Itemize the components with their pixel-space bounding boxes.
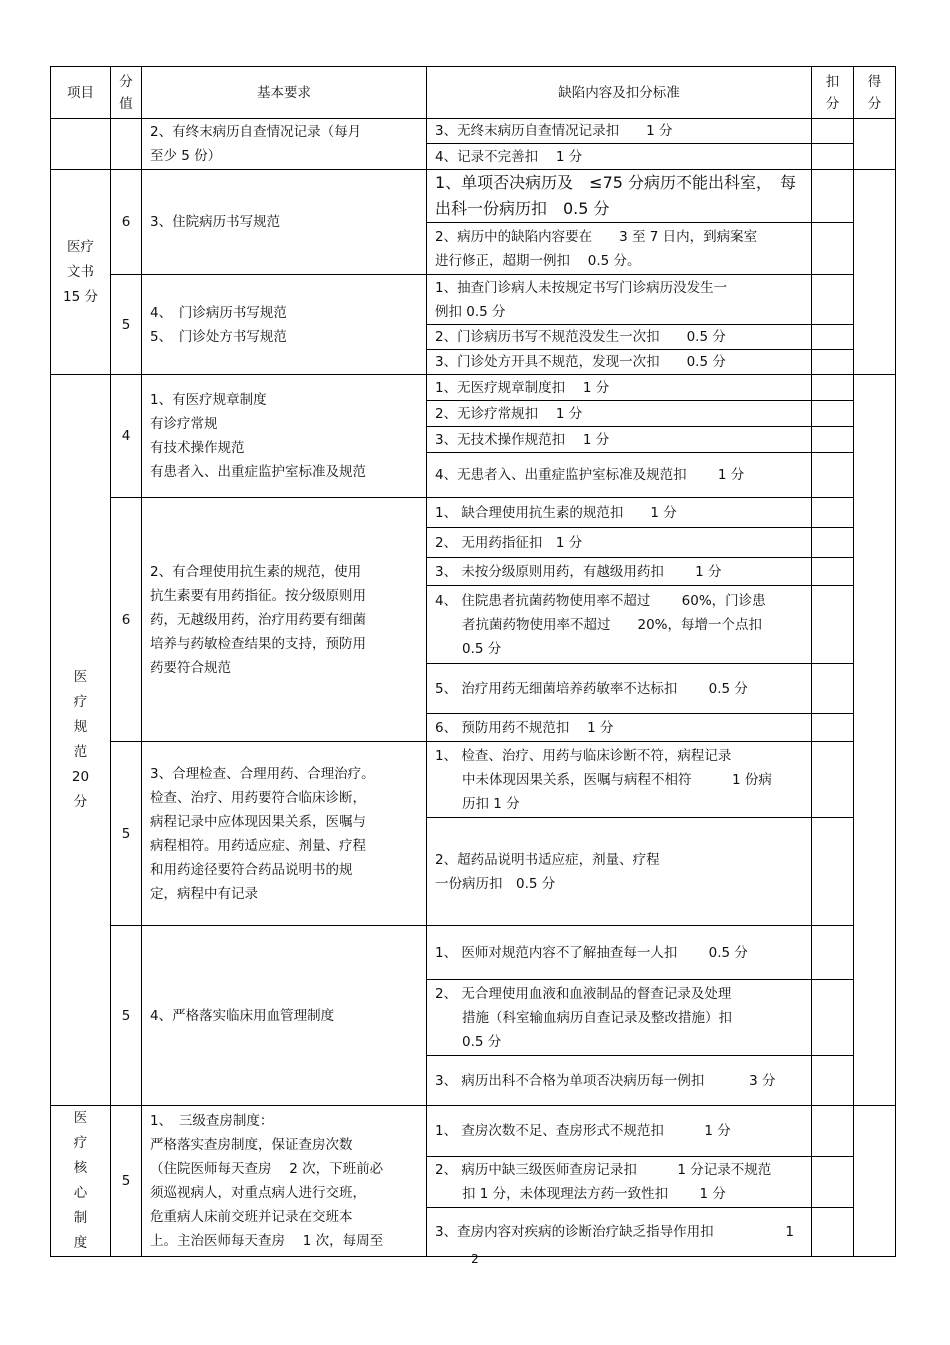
header-requirement: 基本要求 [142, 67, 427, 119]
deduct-cell [812, 818, 854, 926]
score-cell: 5 [111, 275, 142, 375]
defect-cell: 1、抽查门诊病人未按规定书写门诊病历没发生一 例扣 0.5 分 [427, 275, 812, 325]
deduct-cell [812, 586, 854, 664]
header-got: 得 分 [854, 67, 896, 119]
defect-cell: 5、 治疗用药无细菌培养药敏率不达标扣 0.5 分 [427, 664, 812, 714]
deduct-cell [812, 1157, 854, 1208]
got-cell [854, 119, 896, 170]
defect-cell: 3、无技术操作规范扣 1 分 [427, 427, 812, 453]
got-cell [854, 1106, 896, 1257]
score-cell: 6 [111, 498, 142, 742]
deduct-cell [812, 275, 854, 325]
defect-cell: 2、无诊疗常规扣 1 分 [427, 401, 812, 427]
deduct-cell [812, 223, 854, 275]
defect-cell: 3、门诊处方开具不规范，发现一次扣 0.5 分 [427, 350, 812, 375]
deduct-cell [812, 664, 854, 714]
defect-cell: 4、记录不完善扣 1 分 [427, 144, 812, 170]
defect-cell: 1、 缺合理使用抗生素的规范扣 1 分 [427, 498, 812, 528]
table-row [51, 119, 896, 144]
deduct-cell [812, 528, 854, 558]
table-row [51, 926, 896, 980]
deduct-cell [812, 325, 854, 350]
defect-cell: 3、无终末病历自查情况记录扣 1 分 [427, 119, 812, 144]
requirement-cell: 2、有终末病历自查情况记录（每月 至少 5 份） [142, 119, 427, 170]
table-row [51, 1106, 896, 1157]
requirement-cell: 4、 门诊病历书写规范 5、 门诊处方书写规范 [142, 275, 427, 375]
score-cell: 5 [111, 1106, 142, 1257]
requirement-cell: 2、有合理使用抗生素的规范，使用 抗生素要有用药指征。按分级原则用 药，无越级用药，治疗用药要有细菌 培养与药敏检查结果的支持，预防用 药要符合规范 [142, 498, 427, 742]
deduct-cell [812, 427, 854, 453]
table-row [51, 275, 896, 325]
defect-cell: 4、无患者入、出重症监护室标准及规范扣 1 分 [427, 453, 812, 498]
score-cell: 4 [111, 375, 142, 498]
score-cell: 5 [111, 926, 142, 1106]
score-cell: 6 [111, 170, 142, 275]
deduct-cell [812, 714, 854, 742]
deduct-cell [812, 980, 854, 1056]
deduct-cell [812, 498, 854, 528]
deduct-cell [812, 1208, 854, 1257]
defect-cell: 3、查房内容对疾病的诊断治疗缺乏指导作用扣 1 [427, 1208, 812, 1257]
score-cell-empty [111, 119, 142, 170]
requirement-cell: 3、住院病历书写规范 [142, 170, 427, 275]
defect-cell: 2、超药品说明书适应症，剂量、疗程 一份病历扣 0.5 分 [427, 818, 812, 926]
category-medical-norms: 医 疗 规 范 20 分 [51, 375, 111, 1106]
defect-cell: 1、 查房次数不足、查房形式不规范扣 1 分 [427, 1106, 812, 1157]
defect-cell: 3、 病历出科不合格为单项否决病历每一例扣 3 分 [427, 1056, 812, 1106]
deduct-cell [812, 401, 854, 427]
requirement-cell: 4、严格落实临床用血管理制度 [142, 926, 427, 1106]
defect-cell: 3、 未按分级原则用药，有越级用药扣 1 分 [427, 558, 812, 586]
deduct-cell [812, 926, 854, 980]
deduct-cell [812, 1056, 854, 1106]
header-score: 分 值 [111, 67, 142, 119]
defect-cell: 2、 无用药指征扣 1 分 [427, 528, 812, 558]
header-deduct: 扣 分 [812, 67, 854, 119]
header-item: 项目 [51, 67, 111, 119]
deduct-cell [812, 144, 854, 170]
defect-cell: 4、 住院患者抗菌药物使用率不超过 60%，门诊患 者抗菌药物使用率不超过 20%，每增一个点扣 0.5 分 [427, 586, 812, 664]
defect-cell: 1、单项否决病历及 ≤75 分病历不能出科室， 每 出科一份病历扣 0.5 分 [427, 170, 812, 223]
got-cell [854, 170, 896, 375]
table-row [51, 498, 896, 528]
header-defect: 缺陷内容及扣分标准 [427, 67, 812, 119]
deduct-cell [812, 558, 854, 586]
defect-cell: 6、 预防用药不规范扣 1 分 [427, 714, 812, 742]
requirement-cell: 1、 三级查房制度： 严格落实查房制度，保证查房次数 （住院医师每天查房 2 次，下班前必 须巡视病人，对重点病人进行交班， 危重病人床前交班并记录在交班本 上。主治医师每天查房 1 次，每周至 [142, 1106, 427, 1257]
got-cell [854, 375, 896, 1106]
deduct-cell [812, 453, 854, 498]
table-row [51, 375, 896, 401]
evaluation-table [50, 66, 896, 1257]
category-core-systems: 医 疗 核 心 制 度 [51, 1106, 111, 1257]
defect-cell: 1、无医疗规章制度扣 1 分 [427, 375, 812, 401]
deduct-cell [812, 1106, 854, 1157]
deduct-cell [812, 742, 854, 818]
defect-cell: 2、 病历中缺三级医师查房记录扣 1 分记录不规范 扣 1 分，未体现理法方药一致性扣 1 分 [427, 1157, 812, 1208]
deduct-cell [812, 119, 854, 144]
page-number: 2 [471, 1252, 479, 1266]
deduct-cell [812, 375, 854, 401]
defect-cell: 2、病历中的缺陷内容要在 3 至 7 日内，到病案室 进行修正，超期一例扣 0.5 分。 [427, 223, 812, 275]
deduct-cell [812, 350, 854, 375]
item-cell-empty [51, 119, 111, 170]
header-row [51, 67, 896, 119]
requirement-cell: 1、有医疗规章制度 有诊疗常规 有技术操作规范 有患者入、出重症监护室标准及规范 [142, 375, 427, 498]
score-cell: 5 [111, 742, 142, 926]
category-medical-documents: 医疗 文书 15 分 [51, 170, 111, 375]
table-row [51, 170, 896, 223]
defect-cell: 1、 检查、治疗、用药与临床诊断不符，病程记录 中未体现因果关系，医嘱与病程不相符 1 份病 历扣 1 分 [427, 742, 812, 818]
defect-cell: 2、 无合理使用血液和血液制品的督查记录及处理 措施（科室输血病历自查记录及整改措施）扣 0.5 分 [427, 980, 812, 1056]
table-row [51, 742, 896, 818]
requirement-cell: 3、合理检查、合理用药、合理治疗。 检查、治疗、用药要符合临床诊断， 病程记录中应体现因果关系，医嘱与 病程相符。用药适应症、剂量、疗程 和用药途径要符合药品说明书的规 定，病程中有记录 [142, 742, 427, 926]
defect-cell: 1、 医师对规范内容不了解抽查每一人扣 0.5 分 [427, 926, 812, 980]
deduct-cell [812, 170, 854, 223]
defect-cell: 2、门诊病历书写不规范没发生一次扣 0.5 分 [427, 325, 812, 350]
